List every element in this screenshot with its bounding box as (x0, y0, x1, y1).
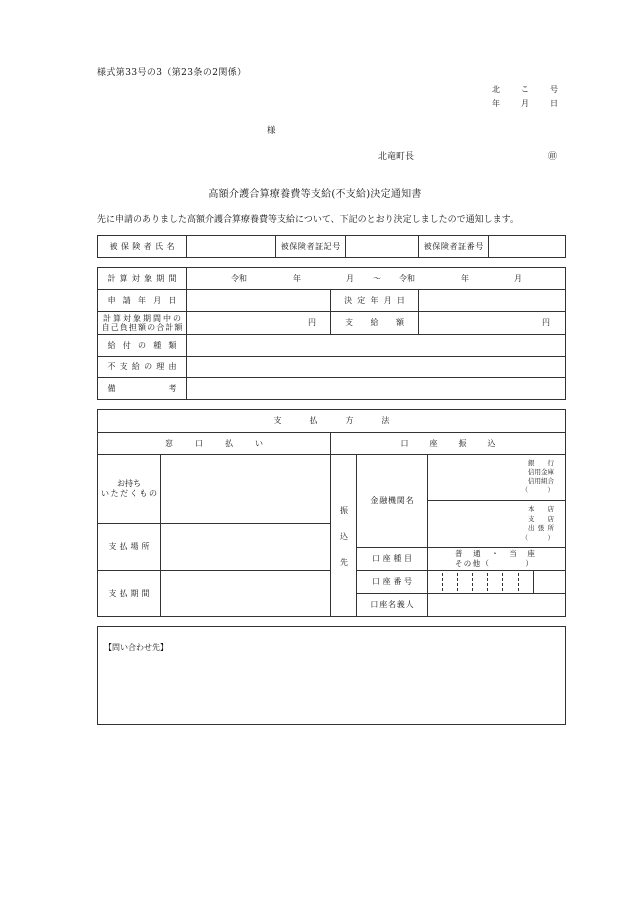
account-holder-value (428, 594, 566, 617)
account-number-digits (428, 571, 534, 594)
card-symbol-label: 被保険者証記号 (280, 241, 341, 251)
period-month-to: 月 (514, 274, 522, 283)
insured-name-label-cell (98, 236, 187, 258)
period-label-cell (98, 268, 187, 290)
institution-type-list (521, 458, 567, 496)
bank-transfer-heading: 口座振込 (400, 438, 517, 448)
decision-table (97, 267, 566, 400)
branch-type-head-office: 本店 (528, 505, 567, 513)
seal-mark: ㊞ (548, 152, 558, 162)
date-day: 日 (550, 99, 558, 108)
payment-place-value (161, 524, 331, 571)
account-digit-divider (502, 573, 503, 591)
card-number-label-cell (419, 236, 489, 258)
application-date-label-cell (98, 290, 187, 312)
period-era-to: 令和 (399, 274, 415, 283)
items-to-bring-label-cell (98, 455, 161, 524)
payment-period-value (161, 571, 331, 617)
account-type-value (428, 548, 566, 571)
institution-type-row-4 (522, 486, 555, 495)
payment-period-label-cell (98, 571, 161, 617)
form-id: 様式第33号の3（第23条の2関係） (97, 68, 247, 78)
branch-type-row-2 (522, 514, 567, 525)
payment-method-heading: 支払方法 (273, 416, 418, 425)
decision-date-label: 決定年月日 (344, 295, 411, 305)
institution-type-row-1 (522, 458, 567, 468)
application-date-label: 申請年月日 (107, 295, 184, 305)
insured-table (97, 235, 566, 258)
doc-number-part-1: 北 (492, 85, 500, 94)
period-month-from: 月 (346, 274, 354, 283)
account-holder-label-cell (357, 594, 428, 617)
payment-amount-value (419, 312, 566, 335)
period-era-from: 令和 (231, 274, 247, 283)
institution-type-bank: 銀行 (528, 458, 567, 467)
account-digit-divider (457, 573, 458, 591)
institution-type-shinkin: 信用金庫 (528, 467, 554, 476)
account-number-extra (534, 571, 566, 594)
date-month: 月 (521, 99, 529, 108)
non-payment-reason-label-cell (98, 357, 187, 378)
card-symbol-value (346, 236, 419, 258)
branch-type-list (521, 505, 567, 543)
account-type-label: 口座種目 (371, 554, 415, 563)
account-digit-divider (442, 573, 443, 591)
items-to-bring-label-line-1: お持ち (116, 479, 141, 488)
benefit-type-label: 給付の種類 (107, 340, 184, 350)
account-number-label: 口座番号 (371, 577, 415, 586)
institution-label: 金融機関名 (370, 496, 415, 505)
inquiry-box (97, 626, 566, 725)
branch-type-row-1 (522, 505, 567, 515)
period-year-from: 年 (293, 274, 301, 283)
decision-date-value (419, 290, 566, 312)
card-symbol-label-cell (276, 236, 346, 258)
period-year-to: 年 (461, 274, 469, 283)
self-pay-total-label-line-1: 計算対象期間中の (103, 313, 183, 323)
payment-period-label: 支払期間 (108, 588, 153, 598)
non-payment-reason-value (187, 357, 566, 378)
payment-method-table (97, 409, 566, 617)
items-to-bring-label (101, 479, 157, 499)
payment-amount-label: 支給額 (345, 318, 422, 327)
self-pay-total-value (187, 312, 331, 335)
branch-type-branch: 支店 (528, 514, 567, 523)
benefit-type-label-cell (98, 335, 187, 357)
institution-type-other: （ ） (521, 486, 554, 495)
institution-type-row-3 (522, 477, 555, 486)
self-pay-yen-unit: 円 (308, 318, 316, 327)
document-title: 高額介護合算療養費等支給(不支給)決定通知書 (208, 189, 422, 200)
addressee-suffix: 様 (267, 126, 276, 136)
remarks-value (187, 378, 566, 400)
account-digit-divider (472, 573, 473, 591)
account-type-other: その他（ ） (455, 559, 535, 568)
intro-sentence: 先に申請のありました高額介護合算療養費等支給について、下記のとおり決定しましたので通知します。 (97, 215, 519, 225)
account-type-ordinary-current: 普通・当座 (455, 549, 546, 558)
payment-amount-label-cell (331, 312, 422, 335)
period-label: 計算対象期間 (107, 273, 181, 283)
branch-type-sub-branch: 出張所 (528, 524, 558, 532)
bank-transfer-heading-cell (331, 433, 566, 455)
card-number-value (489, 236, 566, 258)
self-pay-total-label-line-2: 自己負担額の合計額 (101, 323, 184, 332)
account-type-option-row-1 (455, 549, 546, 559)
period-separator: ～ (373, 274, 381, 283)
self-pay-total-label-cell (98, 312, 187, 335)
institution-type-credit-union: 信用組合 (528, 477, 554, 486)
issuer: 北竜町長 (378, 152, 415, 162)
doc-number-part-2: こ (521, 85, 529, 94)
counter-payment-heading: 窓口払い (165, 438, 285, 448)
account-digit-divider (518, 573, 519, 591)
account-type-option-row-2 (455, 559, 535, 569)
branch-type-cell (428, 501, 566, 548)
institution-type-row-2 (522, 468, 555, 477)
application-date-value (187, 290, 331, 312)
date-year: 年 (492, 99, 500, 108)
insured-name-label: 被保険者氏名 (109, 241, 178, 251)
account-type-label-cell (357, 548, 428, 571)
account-holder-label: 口座名義人 (370, 600, 415, 609)
branch-type-row-3 (522, 524, 558, 534)
period-value (187, 268, 566, 290)
remarks-label: 備考 (107, 383, 230, 393)
account-number-label-cell (357, 571, 428, 594)
payment-place-label-cell (98, 524, 161, 571)
transfer-destination-label: 振込先 (339, 505, 349, 584)
branch-type-other: （ ） (521, 533, 554, 542)
payment-amount-yen-unit: 円 (542, 318, 550, 327)
account-digit-divider (487, 573, 488, 591)
institution-label-cell (357, 455, 428, 548)
self-pay-total-label (102, 314, 183, 333)
payment-place-label: 支払場所 (108, 542, 153, 551)
payment-method-heading-cell (98, 410, 566, 433)
account-type-options (455, 549, 546, 569)
decision-date-label-cell (331, 290, 419, 312)
inquiry-label: 【問い合わせ先】 (104, 643, 168, 652)
non-payment-reason-label: 不支給の理由 (107, 362, 181, 371)
doc-number-part-3: 号 (550, 85, 558, 94)
items-to-bring-label-line-2: いただくもの (100, 489, 159, 498)
branch-type-row-4 (522, 534, 555, 544)
counter-payment-heading-cell (98, 433, 331, 455)
insured-name-value (187, 236, 276, 258)
items-to-bring-value (161, 455, 331, 524)
transfer-destination-label-cell (331, 455, 357, 617)
institution-type-cell (428, 455, 566, 501)
card-number-label: 被保険者証番号 (423, 241, 484, 251)
benefit-type-value (187, 335, 566, 357)
remarks-label-cell (98, 378, 230, 400)
